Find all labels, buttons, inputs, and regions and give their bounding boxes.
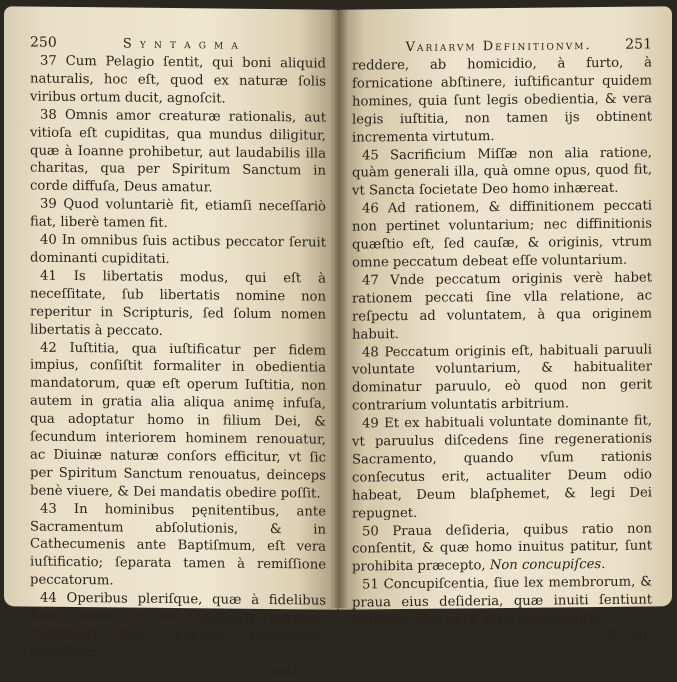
running-head-title: S y n t a g m a xyxy=(122,36,240,53)
paragraph-42: 42 Iuſtitia, qua iuſtificatur per fidem impius, conſiſtit formaliter in obedientia mandatorum, quæ eſt operum Iuſtitia, non autem in gratia alia aliqua animę infuſa, qua adoptatur homo in filium Dei, & ſecundum interiorem hominem renouatur, ac Diuinæ naturæ conſors efficitur, vt ſic per Spiritum Sanctum renouatus, deinceps benè viuere, & Dei mandatis obedire poſſit. xyxy=(30,340,326,502)
right-page xyxy=(338,6,672,644)
paragraph-47: 47 Vnde peccatum originis verè habet rationem peccati ſine vlla relatione, ac reſpectu ad voluntatem, à qua originem habuit. xyxy=(352,270,652,343)
paragraph-39: 39 Quod voluntariè fit, etiamſi neceſſariò fiat, liberè tamen fit. xyxy=(30,196,326,232)
paragraph-50 xyxy=(352,520,652,577)
paragraph-45: 45 Sacrificium Miſſæ non alia ratione, quàm generali illa, quà omne opus, quod fit, vt Sancta ſocietate Deo homo inhæreat. xyxy=(352,144,652,199)
catchword: red- xyxy=(268,664,296,681)
book-gutter xyxy=(330,8,348,608)
paragraph-37: 37 Cum Pelagio ſentit, qui boni aliquid naturalis, hoc eſt, quod ex naturæ ſolis viribus ortum ducit, agnoſcit. xyxy=(30,53,326,107)
left-page xyxy=(4,6,338,681)
continuation-text: reddere, ab homicidio, à furto, à fornicatione abſtinere, iuſtificantur quidem homines, quia ſunt legis obedientia, & vera legis iuſtitia, non tamen ijs obtinent incrementa virtutum. xyxy=(352,55,652,146)
left-text-block xyxy=(30,53,326,682)
catchword: 52 Om- xyxy=(603,628,652,644)
open-book xyxy=(4,8,672,681)
paragraph-41: 41 Is libertatis modus, qui eſt à neceſſitate, ſub libertatis nomine non reperitur in Scripturis, ſed ſolum nomen libertatis à peccato. xyxy=(30,268,326,339)
paragraph-38: 38 Omnis amor creaturæ rationalis, aut vitioſa eſt cupiditas, qua mundus diligitur, quæ à Ioanne prohibetur, aut laudabilis illa charitas, qua per Spiritum Sanctum in corde diffuſa, Deus amatur. xyxy=(30,107,326,196)
paragraph-50-text: 50 Praua deſideria, quibus ratio non conſentit, & quæ homo inuitus patitur, ſunt prohibita præcepto, xyxy=(352,521,652,575)
paragraph-44: 44 Operibus pleriſque, quæ à fidelibus fiunt, ſolum vt Dei mandatis pareant, cuiuſmodi ſunt, obedire parentibus, depoſitum xyxy=(30,590,326,661)
right-text-block xyxy=(352,54,652,647)
running-head-title: Variarvm Definitionvm. xyxy=(405,38,592,56)
paragraph-43: 43 In hominibus pęnitentibus, ante Sacramentum abſolutionis, & in Cathecumenis ante Baptiſmum, eſt vera iuſtificatio; ſeparata tamen à remiſſione peccatorum. xyxy=(30,501,326,589)
right-running-head xyxy=(352,36,652,55)
paragraph-46: 46 Ad rationem, & diffinitionem peccati non pertinet voluntarium; nec diffinitionis quæſtio eſt, ſed cauſæ, & originis, vtrum omne peccatum debeat eſſe voluntarium. xyxy=(352,198,652,271)
paragraph-49: 49 Et ex habituali voluntate dominante fit, vt paruulus diſcedens ſine regenerationis Sacramento, quando vſum rationis conſecutus erit, actualiter Deum odio habeat, Deum blaſphemet, & legi Dei repugnet. xyxy=(352,413,652,522)
paragraph-48: 48 Peccatum originis eſt, habituali paruuli voluntate voluntarium, & habitualiter dominatur paruulo, eò quod non gerit contrarium voluntatis arbitrium. xyxy=(352,341,652,414)
paragraph-51: 51 Concupiſcentia, ſiue lex membrorum, & praua eius deſideria, quæ inuiti ſentiunt homines, ſunt vera legis inobedientia. xyxy=(352,574,652,629)
page-number: 251 xyxy=(625,36,652,53)
page-number: 250 xyxy=(30,34,57,51)
paragraph-40: 40 In omnibus ſuis actibus peccator ſeruit dominanti cupiditati. xyxy=(30,232,326,267)
left-running-head xyxy=(30,35,326,54)
paragraph-50-italic: Non concupiſces. xyxy=(489,557,606,574)
